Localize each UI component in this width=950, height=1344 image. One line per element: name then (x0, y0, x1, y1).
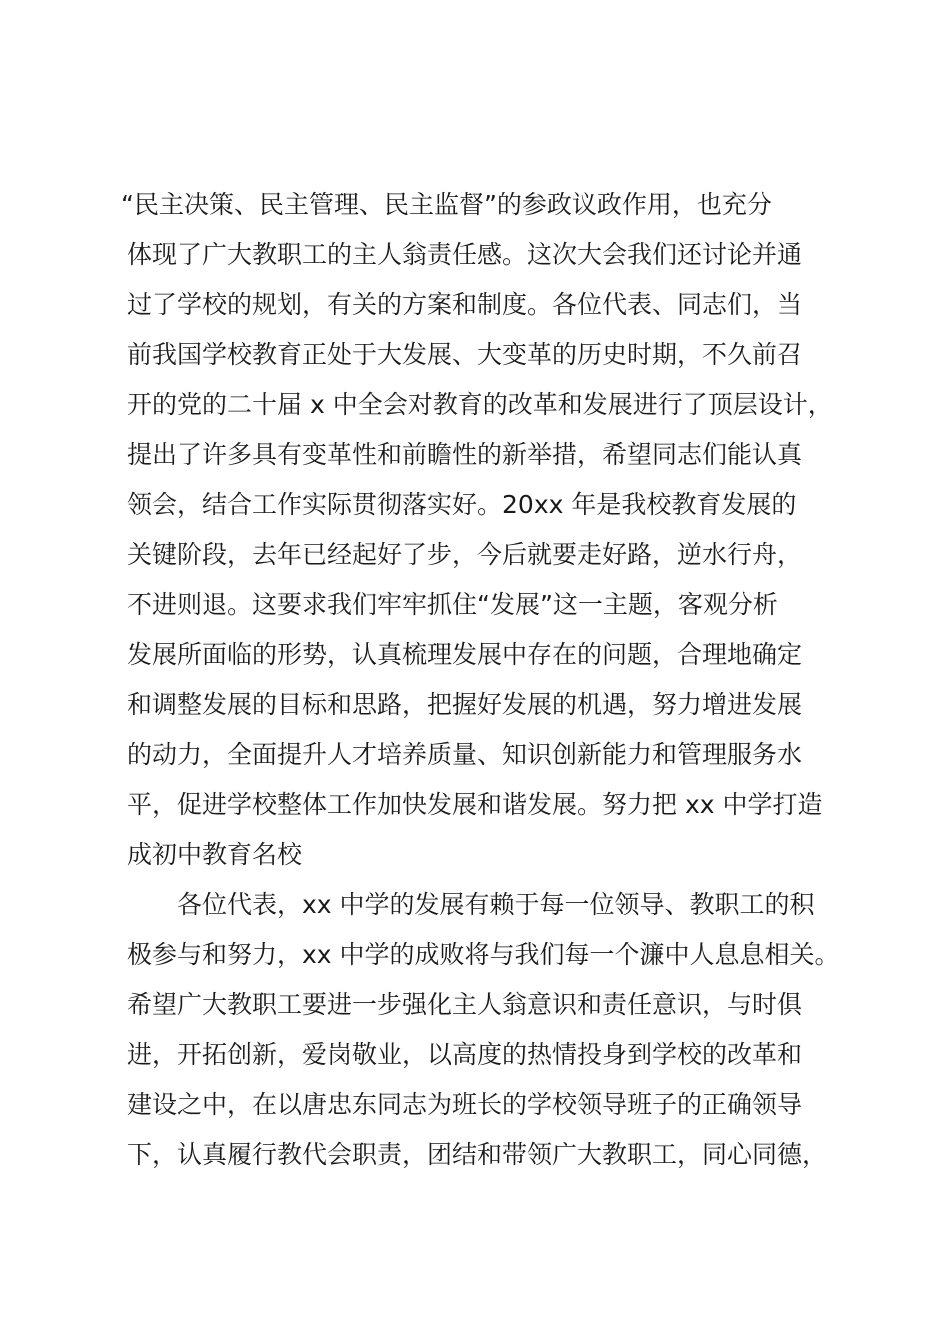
text-line: 前我国学校教育正处于大发展、大变革的历史时期，不久前召 (127, 340, 803, 369)
text-line: “民主决策、民主管理、民主监督”的参政议政作用，也充分 (121, 190, 772, 219)
text-line: 成初中教育名校 (127, 840, 303, 869)
document-body (121, 180, 847, 1180)
text-line: 极参与和努力，xx 中学的成败将与我们每一个濂中人息息相关。 (127, 940, 840, 969)
text-line: 进，开拓创新，爱岗敬业，以高度的热情投身到学校的改革和 (127, 1040, 803, 1069)
text-line: 过了学校的规划，有关的方案和制度。各位代表、同志们，当 (127, 290, 803, 319)
paragraph-start-line: 各位代表，xx 中学的发展有赖于每一位领导、教职工的积 (177, 890, 815, 919)
text-line: 体现了广大教职工的主人翁责任感。这次大会我们还讨论并通 (127, 240, 803, 269)
text-line: 下，认真履行教代会职责，团结和带领广大教职工，同心同德， (127, 1140, 828, 1169)
text-line: 和调整发展的目标和思路，把握好发展的机遇，努力增进发展 (127, 690, 803, 719)
text-line: 发展所面临的形势，认真梳理发展中存在的问题，合理地确定 (127, 640, 803, 669)
text-line: 平，促进学校整体工作加快发展和谐发展。努力把 xx 中学打造 (127, 790, 823, 819)
text-line: 建设之中，在以唐忠东同志为班长的学校领导班子的正确领导 (127, 1090, 803, 1119)
text-line: 开的党的二十届 x 中全会对教育的改革和发展进行了顶层设计， (127, 390, 833, 419)
text-line: 提出了许多具有变革性和前瞻性的新举措，希望同志们能认真 (127, 440, 803, 469)
text-line: 关键阶段，去年已经起好了步，今后就要走好路，逆水行舟， (127, 540, 803, 569)
text-line: 不进则退。这要求我们牢牢抓住“发展”这一主题，客观分析 (127, 590, 778, 619)
text-line: 希望广大教职工要进一步强化主人翁意识和责任意识，与时俱 (127, 990, 803, 1019)
text-line: 领会，结合工作实际贯彻落实好。20xx 年是我校教育发展的 (127, 490, 797, 519)
text-line: 的动力，全面提升人才培养质量、知识创新能力和管理服务水 (127, 740, 803, 769)
